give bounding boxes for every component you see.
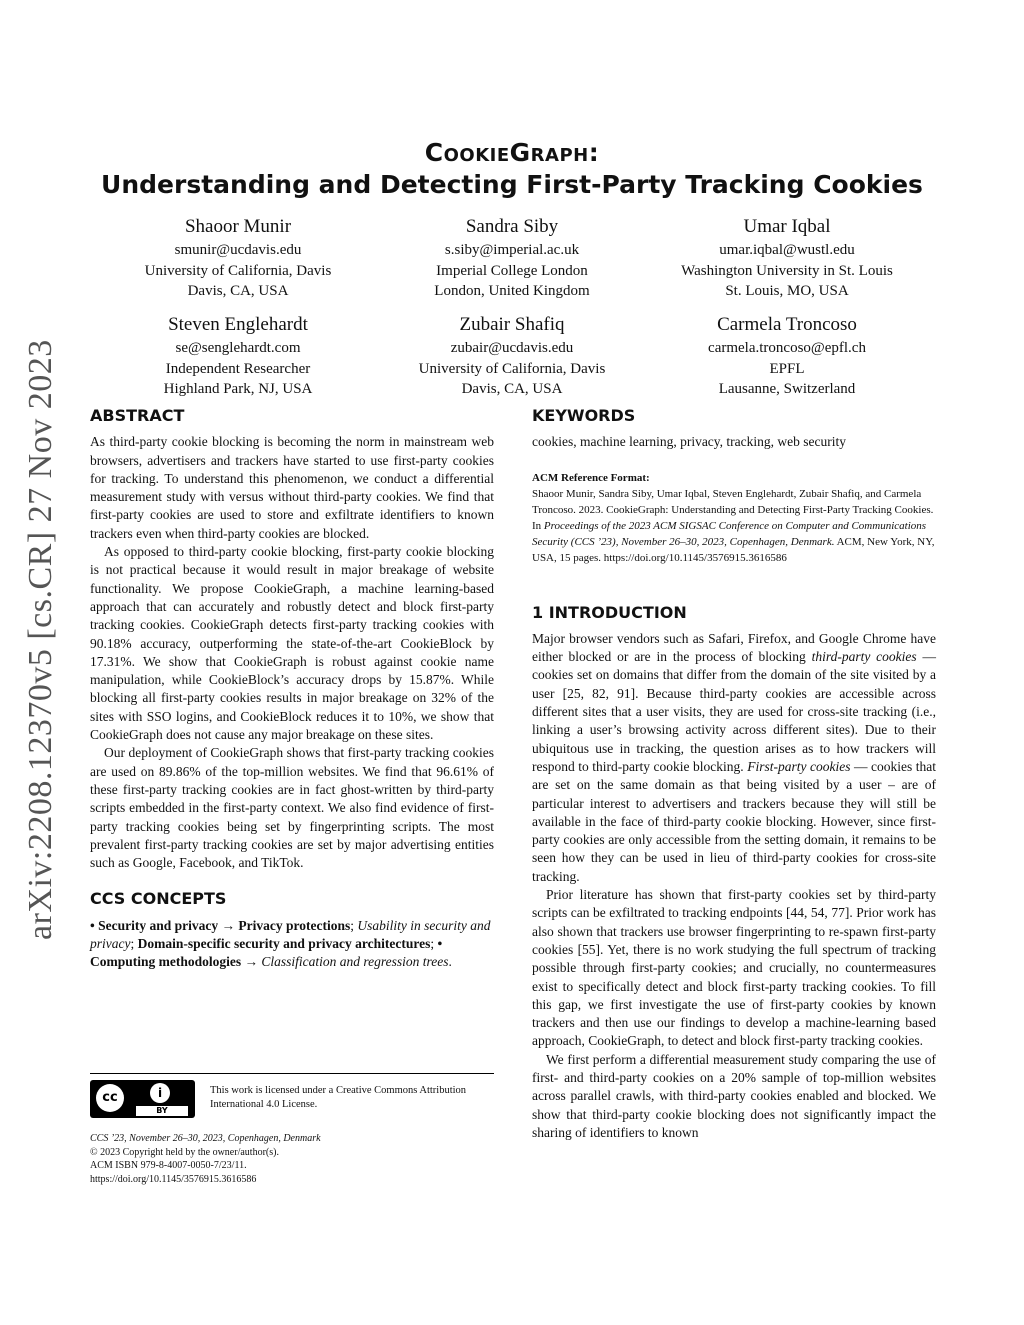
author-affiliation: Washington University in St. Louis <box>681 262 893 279</box>
keywords-text: cookies, machine learning, privacy, tracking, web security <box>532 434 847 450</box>
intro-paragraph <box>532 630 936 886</box>
ccs-term: Classification and regression trees <box>261 954 449 970</box>
ccs-concepts <box>90 917 494 972</box>
author-block <box>637 214 937 302</box>
attribution-icon: i <box>150 1083 170 1103</box>
intro-paragraph: Prior literature has shown that first-party cookies set by third-party scripts can be exfiltrated to tracking endpoints [44, 54, 77]. Prior work has also shown that trackers use browser fingerprinting to re-spawn first-party cookies [55]. Yet, there is no work studying the full spectrum of tracking possible through first-party cookies; and crucially, no countermeasures exist to specifically detect and block first-party tracking cookies. To fill this gap, we first investigate the use of first-party cookies by known trackers and then use our findings to develop a machine-learning based approach, CookieGraph, to detect and block first-party tracking cookies. <box>532 887 936 1049</box>
cc-by-badge-icon <box>90 1080 195 1118</box>
author-email: smunir@ucdavis.edu <box>174 242 302 258</box>
intro-paragraph: We first perform a differential measurement study comparing the use of first- and third-party cookies on a 20% sample of top-million websites across parallel crawls, with third-party cookies enabled and blocked. We show that third-party cookie blocking does not significantly impact the sharing of identifiers to known <box>532 1051 936 1140</box>
license-text: This work is licensed under a Creative Commons Attribution International 4.0 License. <box>210 1085 467 1110</box>
author-affiliation: University of California, Davis <box>144 262 332 279</box>
acm-reference-text: Shaoor Munir, Sandra Siby, Umar Iqbal, Steven Englehardt, Zubair Shafiq, and Carmela Troncoso. 2023. CookieGraph: Understanding and Detecting First-Party Tracking Cookies. In <box>532 487 934 532</box>
author-name: Carmela Troncoso <box>717 314 857 335</box>
author-location: Davis, CA, USA <box>461 381 563 397</box>
footer-copyright: © 2023 Copyright held by the owner/author(s). <box>90 1146 279 1158</box>
ccs-end: . <box>448 954 452 970</box>
ccs-sep: ; <box>130 936 138 952</box>
abstract-paragraph: As opposed to third-party cookie blocking, first-party cookie blocking is not practical because it would result in major breakage of website functionality. We propose CookieGraph, a machine learning-based approach that can accurately and robustly detect and block first-party tracking cookies. CookieGraph detects first-party tracking cookies with 90.18% accuracy, outperforming the state-of-the-art CookieBlock by 17.31%. We show that CookieGraph is robust against cookie name manipulation, while CookieBlock’s accuracy drops by 15.87%. While blocking all first-party cookies results in major breakage on 32% of the sites with SSO logins, and CookieBlock reduces it to 10%, we show that CookieGraph does not cause any major breakage on these sites. <box>90 544 494 743</box>
author-block <box>362 312 662 400</box>
author-affiliation: EPFL <box>769 360 805 377</box>
abstract-paragraph: Our deployment of CookieGraph shows that first-party tracking cookies are used on 89.86% of the top-million websites. We find that 96.61% of these first-party tracking cookies are in fact ghost-written by third-party scripts embedded in the first-party context. We also find evidence of first-party tracking cookies being set by fingerprinting scripts. The most prevalent first-party tracking cookies are set by major advertising entities such as Google, Facebook, and TikTok. <box>90 745 494 871</box>
author-location: Highland Park, NJ, USA <box>163 381 313 397</box>
author-name: Shaoor Munir <box>184 216 292 237</box>
footer-doi: https://doi.org/10.1145/3576915.3616586 <box>90 1173 257 1185</box>
author-affiliation: University of California, Davis <box>418 360 606 377</box>
author-name: Sandra Siby <box>465 216 559 237</box>
author-name: Umar Iqbal <box>743 216 831 237</box>
author-block <box>88 312 388 400</box>
paper-title-line2: Understanding and Detecting First-Party Tracking Cookies <box>101 170 923 199</box>
ccs-sep: ; <box>350 917 358 933</box>
author-location: Lausanne, Switzerland <box>718 381 856 397</box>
author-location: St. Louis, MO, USA <box>725 283 849 299</box>
author-email: s.siby@imperial.ac.uk <box>444 242 580 258</box>
author-name: Zubair Shafiq <box>459 314 565 335</box>
ccs-heading: CCS CONCEPTS <box>90 889 227 909</box>
abstract-heading: ABSTRACT <box>90 406 185 425</box>
by-label: BY <box>136 1106 188 1116</box>
author-affiliation: Imperial College London <box>436 262 588 279</box>
author-email: umar.iqbal@wustl.edu <box>719 242 855 258</box>
keywords-heading: KEYWORDS <box>532 406 636 425</box>
author-block <box>637 312 937 400</box>
license-block <box>90 1073 494 1115</box>
intro-term: First-party cookies <box>747 758 851 774</box>
ccs-sep: ; <box>430 936 438 952</box>
intro-text: — cookies that are set on the same domain as that being visited by a user – are of particular interest to advertisers and trackers because they will still be available in the face of third-party cookie blocking. However, since first-party cookies are only accessible from the setting domain, it remains to be seen how they can be used in lieu of third-party cookies for cross-site tracking. <box>532 758 937 884</box>
cc-icon: cc <box>96 1084 124 1112</box>
paper-title-line1: CookieGraph: <box>424 138 600 167</box>
footer-isbn: ACM ISBN 979-8-4007-0050-7/23/11. <box>90 1160 247 1171</box>
author-affiliation: Independent Researcher <box>165 360 311 377</box>
intro-term: third-party cookies <box>811 649 917 665</box>
right-column <box>532 407 936 1142</box>
author-email: carmela.troncoso@epfl.ch <box>708 340 866 356</box>
ccs-arrow: → <box>218 917 239 933</box>
abstract-paragraph: As third-party cookie blocking is becoming the norm in mainstream web browsers, advertisers and trackers have started to use first-party cookies for tracking. To understand this phenomenon, we conduct a differential measurement study with versus without third-party cookies. We find that first-party cookies are used to store and exfiltrate identifiers to known trackers even when third-party cookies are blocked. <box>90 434 494 541</box>
author-location: Davis, CA, USA <box>187 283 289 299</box>
arxiv-identifier: arXiv:2208.12370v5 [cs.CR] 27 Nov 2023 <box>22 339 59 940</box>
ccs-arrow: → <box>241 954 262 970</box>
ccs-term: Usability in security and privacy <box>90 917 491 952</box>
intro-text: Major browser vendors such as Safari, Firefox, and Google Chrome have either blocked or are in the process of blocking <box>532 630 936 665</box>
left-column <box>90 407 494 972</box>
author-email: zubair@ucdavis.edu <box>450 340 574 356</box>
footer-conference: CCS ’23, November 26–30, 2023, Copenhagen, Denmark <box>90 1133 321 1144</box>
ccs-term: • Computing methodologies <box>90 936 443 970</box>
acm-reference-text: ACM, New York, NY, USA, 15 pages. https://doi.org/10.1145/3576915.3616586 <box>532 535 935 564</box>
author-block <box>88 214 388 302</box>
acm-reference-venue: Proceedings of the 2023 ACM SIGSAC Conference on Computer and Communications Security (CCS ’23), November 26–30, 2023, Copenhagen, Denmark. <box>532 519 927 548</box>
acm-reference <box>532 470 936 566</box>
author-email: se@senglehardt.com <box>175 340 301 356</box>
ccs-term: Domain-specific security and privacy architectures <box>137 936 431 952</box>
ccs-term: Privacy protections <box>238 917 351 933</box>
introduction-heading: 1 INTRODUCTION <box>532 602 687 622</box>
author-block <box>362 214 662 302</box>
footer-metadata <box>90 1132 494 1186</box>
author-name: Steven Englehardt <box>168 314 308 335</box>
author-location: London, United Kingdom <box>434 283 590 299</box>
acm-reference-heading: ACM Reference Format: <box>532 471 650 484</box>
intro-text: — cookies set on domains that differ from the domain of the site visited by a user [25, 82, 91]. Because third-party cookies are accessible across different sites that a user visits, they are used for cross-site tracking (i.e., linking a user’s browsing activity across different sites). Due to their ubiquitous use in tracking, the question arises as to how trackers will respond to third-party cookie blocking. <box>532 649 936 774</box>
ccs-term: • Security and privacy <box>90 917 219 933</box>
